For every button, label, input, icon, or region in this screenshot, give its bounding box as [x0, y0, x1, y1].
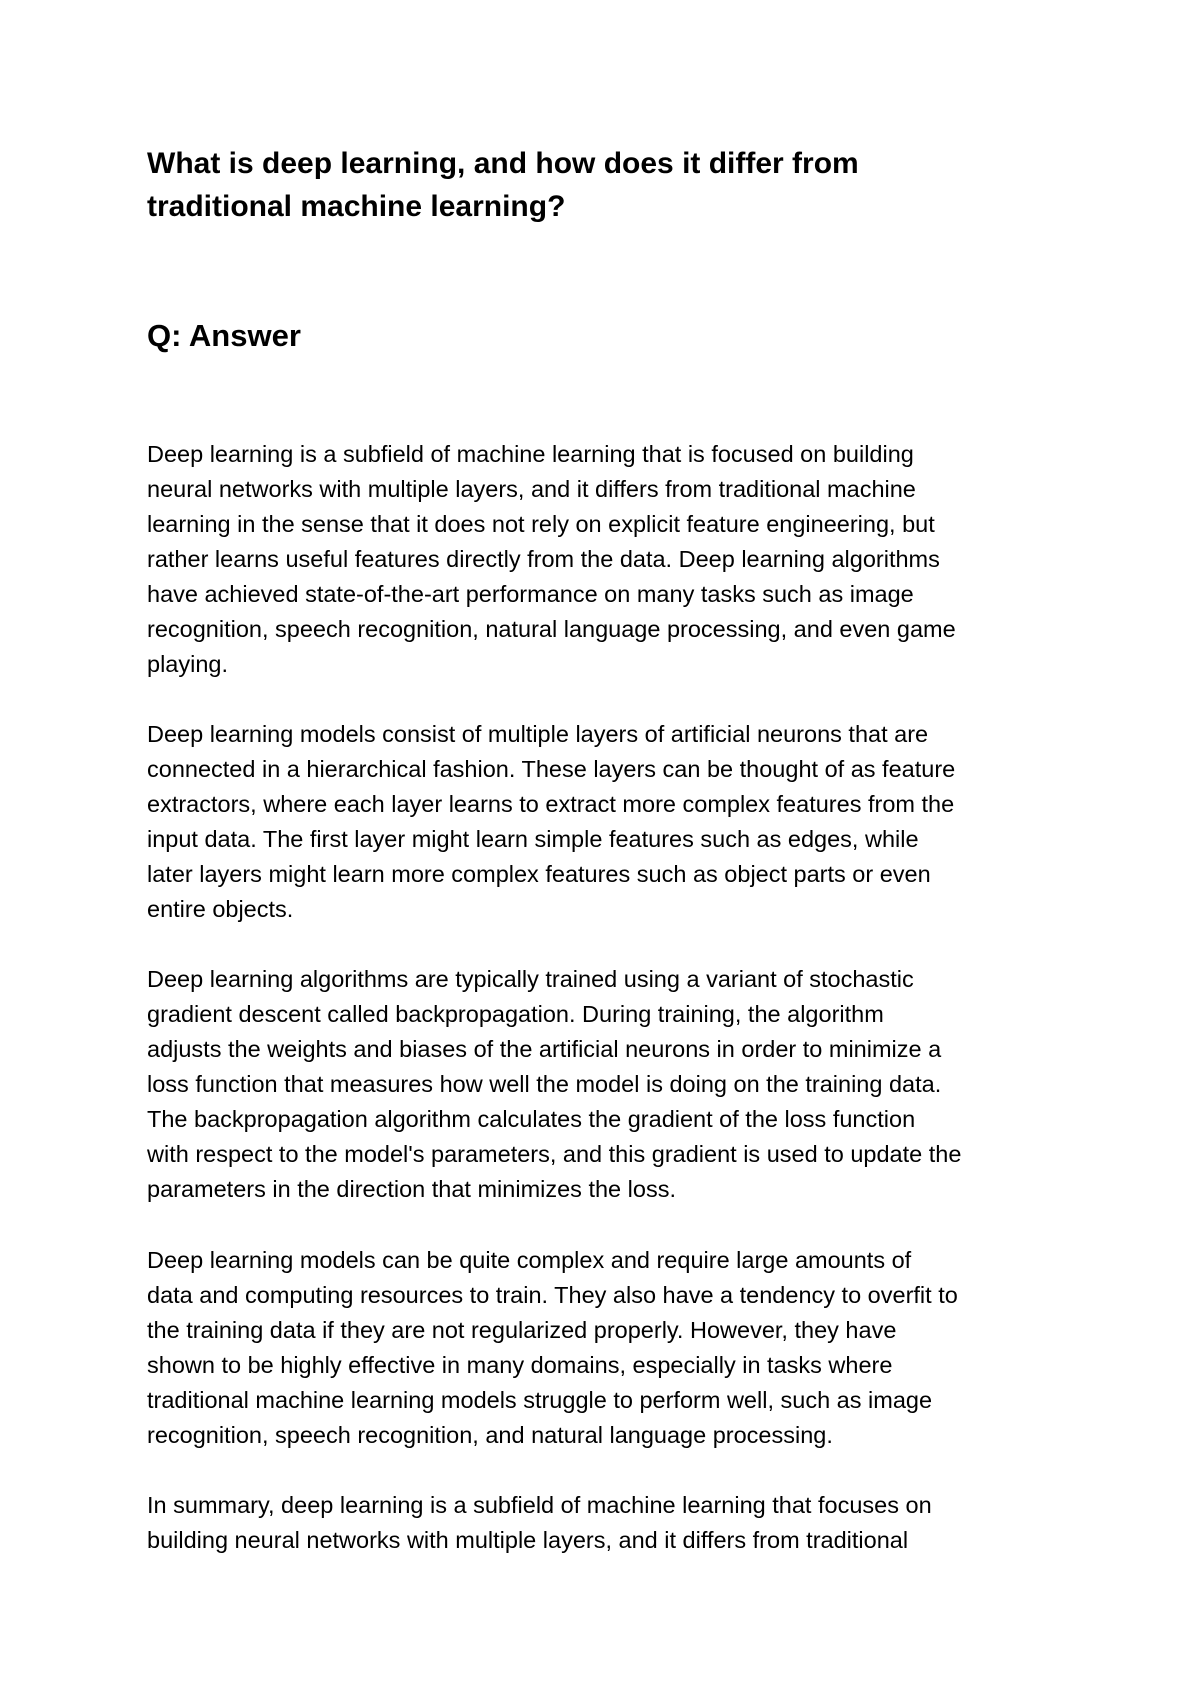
text-line: neural networks with multiple layers, and it differs from traditional machine [147, 476, 916, 502]
text-line: loss function that measures how well the model is doing on the training data. [147, 1071, 942, 1097]
text-line: extractors, where each layer learns to extract more complex features from the [147, 791, 955, 817]
title-line: traditional machine learning? [147, 190, 566, 223]
paragraph-3 [147, 962, 1097, 1207]
text-line: shown to be highly effective in many domains, especially in tasks where [147, 1352, 893, 1378]
text-line: gradient descent called backpropagation. During training, the algorithm [147, 1001, 884, 1027]
text-line: building neural networks with multiple layers, and it differs from traditional [147, 1527, 909, 1553]
text-line: data and computing resources to train. They also have a tendency to overfit to [147, 1282, 958, 1308]
text-line: traditional machine learning models struggle to perform well, such as image [147, 1387, 933, 1413]
text-line: Deep learning is a subfield of machine learning that is focused on building [147, 441, 914, 467]
text-line: recognition, speech recognition, natural language processing, and even game [147, 616, 956, 642]
text-line: have achieved state-of-the-art performance on many tasks such as image [147, 581, 914, 607]
answer-heading: Q: Answer [147, 318, 301, 353]
text-line: Deep learning algorithms are typically trained using a variant of stochastic [147, 966, 914, 992]
text-line: with respect to the model's parameters, and this gradient is used to update the [147, 1141, 962, 1167]
text-line: Deep learning models consist of multiple layers of artificial neurons that are [147, 721, 929, 747]
paragraph-2 [147, 717, 1097, 927]
text-line: In summary, deep learning is a subfield of machine learning that focuses on [147, 1492, 932, 1518]
title-line: What is deep learning, and how does it differ from [147, 147, 859, 180]
text-line: input data. The first layer might learn simple features such as edges, while [147, 826, 919, 852]
text-line: later layers might learn more complex features such as object parts or even [147, 861, 931, 887]
text-line: Deep learning models can be quite complex and require large amounts of [147, 1247, 912, 1273]
paragraph-1 [147, 437, 1097, 682]
text-line: connected in a hierarchical fashion. These layers can be thought of as feature [147, 756, 956, 782]
paragraph-4 [147, 1243, 1097, 1453]
text-line: learning in the sense that it does not rely on explicit feature engineering, but [147, 511, 935, 537]
text-line: entire objects. [147, 896, 294, 922]
paragraph-5 [147, 1488, 1097, 1558]
text-line: playing. [147, 651, 228, 677]
text-line: rather learns useful features directly from the data. Deep learning algorithms [147, 546, 940, 572]
text-line: adjusts the weights and biases of the artificial neurons in order to minimize a [147, 1036, 942, 1062]
text-line: recognition, speech recognition, and natural language processing. [147, 1422, 833, 1448]
text-line: The backpropagation algorithm calculates the gradient of the loss function [147, 1106, 916, 1132]
page-title [147, 142, 1087, 228]
text-line: parameters in the direction that minimizes the loss. [147, 1176, 676, 1202]
text-line: the training data if they are not regularized properly. However, they have [147, 1317, 897, 1343]
